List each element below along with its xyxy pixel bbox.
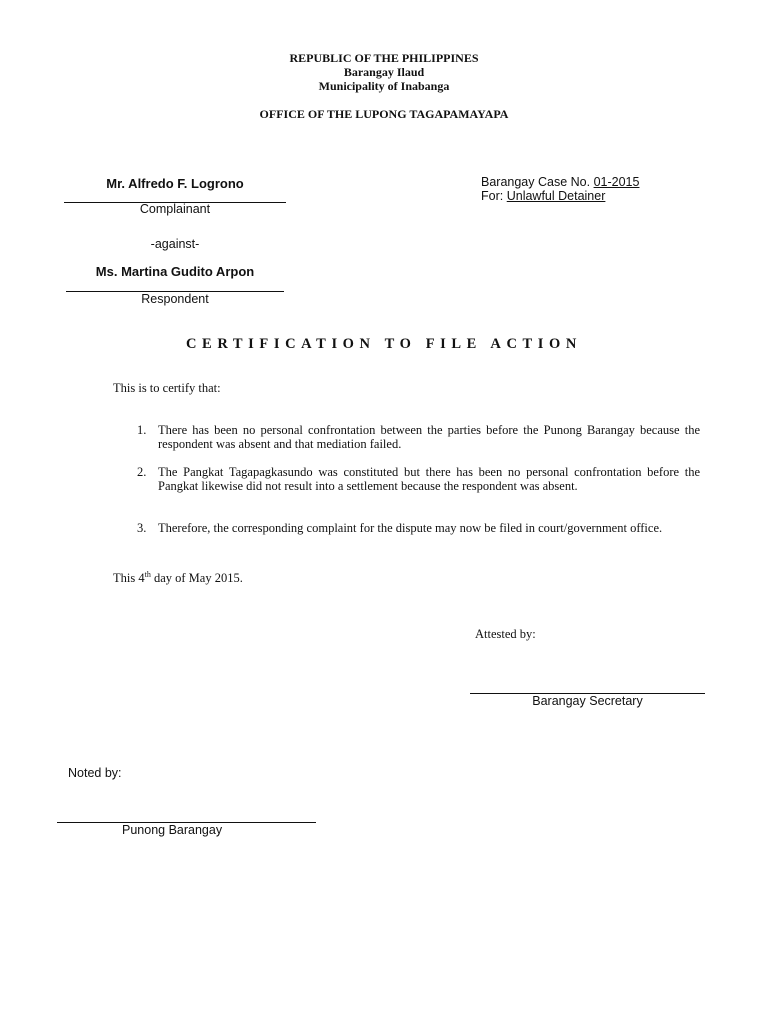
date-prefix: This 4 <box>113 571 145 585</box>
respondent-label: Respondent <box>141 292 209 306</box>
punong-label: Punong Barangay <box>122 823 223 837</box>
header-municipality: Municipality of Inabanga <box>318 79 450 93</box>
noted-label: Noted by: <box>68 766 122 780</box>
date-suffix: day of May 2015. <box>150 571 243 585</box>
attested-label: Attested by: <box>475 627 536 641</box>
case-for <box>481 189 605 203</box>
respondent-name: Ms. Martina Gudito Arpon <box>95 264 255 279</box>
complainant-name: Mr. Alfredo F. Logrono <box>106 176 244 191</box>
case-number-label: Barangay Case No. <box>481 175 591 189</box>
header-republic: REPUBLIC OF THE PHILIPPINES <box>289 51 479 65</box>
header-barangay: Barangay Ilaud <box>343 65 425 79</box>
complainant-label: Complainant <box>139 202 211 216</box>
date-line <box>113 571 243 586</box>
case-number-value: 01-2015 <box>593 175 640 189</box>
date-ordinal: th <box>144 570 151 579</box>
against-text: -against- <box>150 237 200 251</box>
list-item: The Pangkat Tagapagkasundo was constituted but there has been no personal confrontation before the Pangkat likewise did not result into a settlement because the respondent was absent. <box>158 465 700 493</box>
list-item: There has been no personal confrontation between the parties before the Punong Barangay because the respondent was absent and that mediation failed. <box>158 423 700 451</box>
item-number: 3. <box>137 521 147 535</box>
secretary-label: Barangay Secretary <box>532 694 643 708</box>
case-for-value: Unlawful Detainer <box>506 189 606 203</box>
list-item: Therefore, the corresponding complaint for the dispute may now be filed in court/government office. <box>158 521 663 535</box>
certification-title: CERTIFICATION TO FILE ACTION <box>185 336 582 352</box>
item-number: 1. <box>137 423 147 437</box>
header-office: OFFICE OF THE LUPONG TAGAPAMAYAPA <box>259 107 509 121</box>
case-number <box>481 175 639 189</box>
case-for-label: For: <box>481 189 504 203</box>
item-number: 2. <box>137 465 147 479</box>
intro-text: This is to certify that: <box>113 381 221 395</box>
